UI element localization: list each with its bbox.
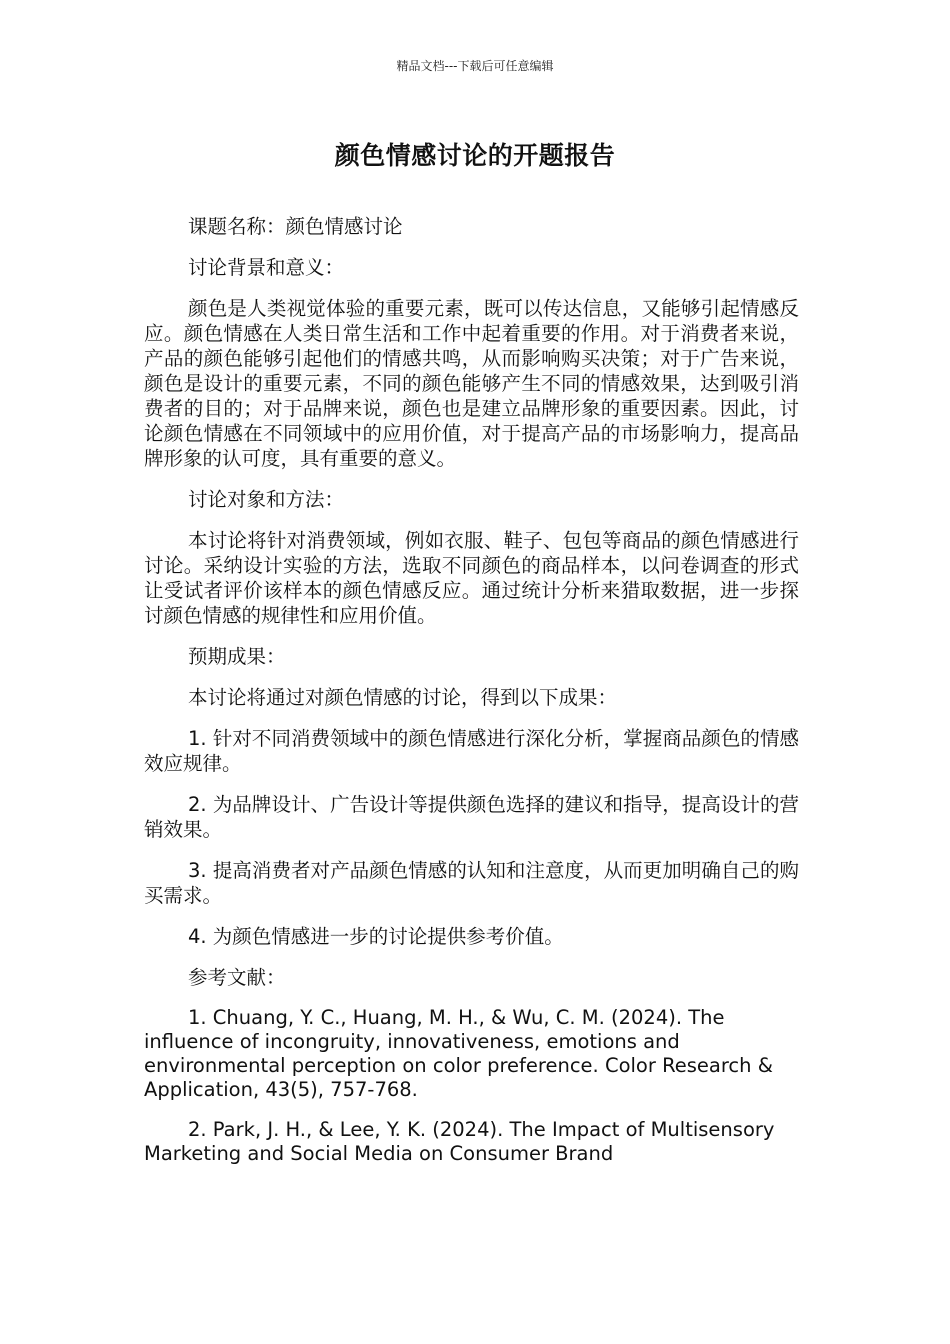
background-paragraph: 颜色是人类视觉体验的重要元素，既可以传达信息，又能够引起情感反应。颜色情感在人类日常生活和工作中起着重要的作用。对于消费者来说，产品的颜色能够引起他们的情感共鸣，从而影响购买决策；对于广告来说，颜色是设计的重要元素，不同的颜色能够产生不同的情感效果，达到吸引消费者的目的；对于品牌来说，颜色也是建立品牌形象的重要因素。因此，讨论颜色情感在不同领域中的应用价值，对于提高产品的市场影响力，提高品牌形象的认可度，具有重要的意义。: [144, 297, 799, 470]
reference-item: 2. Park, J. H., & Lee, Y. K. (2024). The Impact of Multisensory Marketing and Social Media on Consumer Brand: [144, 1118, 775, 1165]
section-heading-background: 讨论背景和意义：: [188, 256, 345, 279]
section-heading-references: 参考文献：: [188, 966, 286, 989]
outcome-item: 1. 针对不同消费领域中的颜色情感进行深化分析，掌握商品颜色的情感效应规律。: [144, 727, 799, 775]
reference-item: 1. Chuang, Y. C., Huang, M. H., & Wu, C. M. (2024). The influence of incongruity, innovativeness, emotions and environmental perception on color preference. Color Research & Application, 43(5), 757-768.: [144, 1006, 773, 1101]
document-title: 颜色情感讨论的开题报告: [334, 141, 616, 170]
outcome-item: 2. 为品牌设计、广告设计等提供颜色选择的建议和指导，提高设计的营销效果。: [144, 793, 799, 841]
project-name: 课题名称：颜色情感讨论: [188, 215, 403, 238]
section-heading-method: 讨论对象和方法：: [188, 488, 345, 511]
outcome-item: 3. 提高消费者对产品颜色情感的认知和注意度，从而更加明确自己的购买需求。: [144, 859, 799, 907]
page-header: 精品文档---下载后可任意编辑: [396, 59, 554, 73]
outcome-item: 4. 为颜色情感进一步的讨论提供参考价值。: [188, 925, 564, 948]
method-paragraph: 本讨论将针对消费领域，例如衣服、鞋子、包包等商品的颜色情感进行讨论。采纳设计实验的方法，选取不同颜色的商品样本，以问卷调查的形式让受试者评价该样本的颜色情感反应。通过统计分析来猎取数据，进一步探讨颜色情感的规律性和应用价值。: [144, 529, 799, 627]
outcomes-intro: 本讨论将通过对颜色情感的讨论，得到以下成果：: [188, 686, 618, 709]
section-heading-outcomes: 预期成果：: [188, 645, 286, 668]
document-body: [144, 214, 799, 1182]
